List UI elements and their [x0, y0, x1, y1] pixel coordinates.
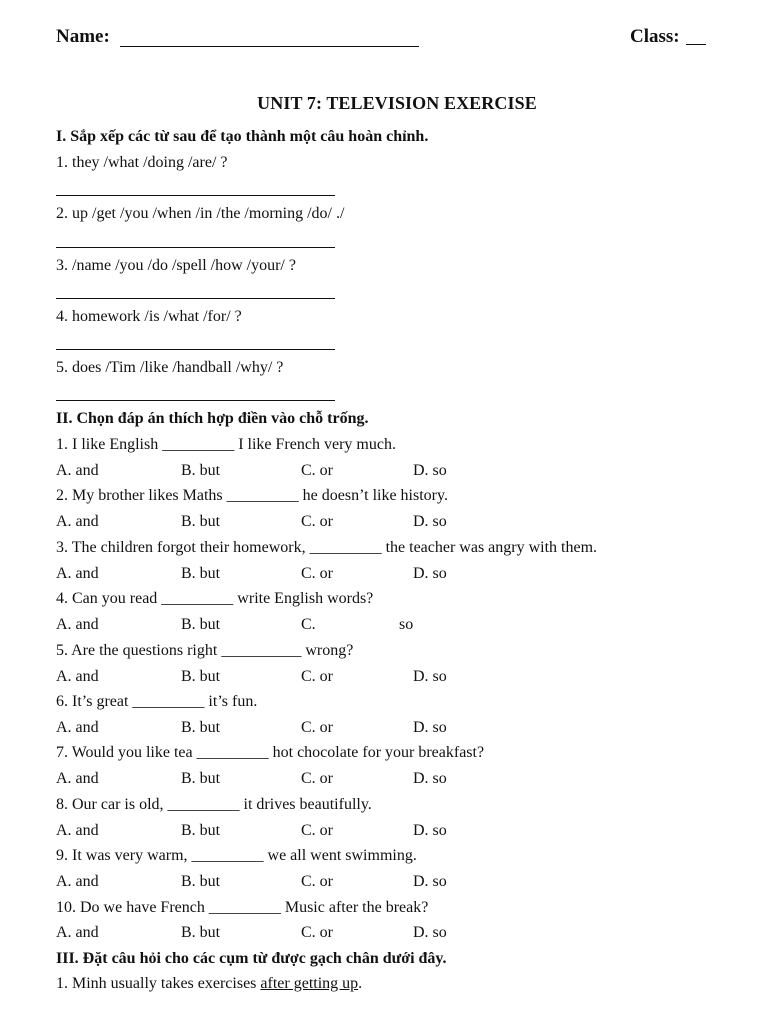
- s2-question-5: 5. Are the questions right __________ wrong?: [56, 642, 354, 659]
- q10-option-a[interactable]: A. and: [56, 924, 99, 941]
- q1-option-b[interactable]: B. but: [181, 462, 221, 479]
- s1-item-3: 3. /name /you /do /spell /how /your/ ?: [56, 257, 296, 274]
- q8-option-a[interactable]: A. and: [56, 822, 99, 839]
- name-field-line[interactable]: [120, 46, 419, 47]
- q5-option-d[interactable]: D. so: [413, 668, 447, 685]
- q6-option-d[interactable]: D. so: [413, 719, 447, 736]
- q9-option-c[interactable]: C. or: [301, 873, 333, 890]
- section2-heading: II. Chọn đáp án thích hợp điền vào chỗ trống.: [56, 410, 369, 427]
- q7-option-b[interactable]: B. but: [181, 770, 221, 787]
- q5-option-a[interactable]: A. and: [56, 668, 99, 685]
- q1-option-c[interactable]: C. or: [301, 462, 333, 479]
- class-label: Class:: [630, 26, 680, 47]
- q7-option-d[interactable]: D. so: [413, 770, 447, 787]
- s1-item-1: 1. they /what /doing /are/ ?: [56, 154, 228, 171]
- s1-answer-line-3[interactable]: [56, 298, 335, 299]
- q9-option-b[interactable]: B. but: [181, 873, 221, 890]
- s2-question-4: 4. Can you read _________ write English words?: [56, 590, 374, 607]
- s1-answer-line-4[interactable]: [56, 349, 335, 350]
- q3-option-c[interactable]: C. or: [301, 565, 333, 582]
- section1-heading: I. Sắp xếp các từ sau để tạo thành một câu hoàn chỉnh.: [56, 128, 429, 145]
- s3-item-1-underlined-phrase: after getting up: [260, 975, 359, 992]
- s3-item-1: [56, 975, 362, 993]
- s1-answer-line-5[interactable]: [56, 400, 335, 401]
- class-block: [630, 26, 706, 48]
- name-label: Name:: [56, 26, 110, 47]
- q9-option-a[interactable]: A. and: [56, 873, 99, 890]
- q4-option-a[interactable]: A. and: [56, 616, 99, 633]
- q9-option-d[interactable]: D. so: [413, 873, 447, 890]
- s3-item-1-prefix: 1. Minh usually takes exercises: [56, 975, 261, 992]
- s2-question-2: 2. My brother likes Maths _________ he doesn’t like history.: [56, 487, 448, 504]
- q8-option-c[interactable]: C. or: [301, 822, 333, 839]
- s2-question-6: 6. It’s great _________ it’s fun.: [56, 693, 258, 710]
- q2-option-b[interactable]: B. but: [181, 513, 221, 530]
- q4-option-d[interactable]: so: [399, 616, 414, 633]
- q3-option-b[interactable]: B. but: [181, 565, 221, 582]
- q8-option-d[interactable]: D. so: [413, 822, 447, 839]
- s2-question-9: 9. It was very warm, _________ we all went swimming.: [56, 847, 417, 864]
- s1-item-4: 4. homework /is /what /for/ ?: [56, 308, 242, 325]
- page-title: UNIT 7: TELEVISION EXERCISE: [257, 93, 537, 113]
- q8-option-b[interactable]: B. but: [181, 822, 221, 839]
- q1-option-d[interactable]: D. so: [413, 462, 447, 479]
- q1-option-a[interactable]: A. and: [56, 462, 99, 479]
- q2-option-d[interactable]: D. so: [413, 513, 447, 530]
- header-row: [56, 26, 712, 52]
- q4-option-b[interactable]: B. but: [181, 616, 221, 633]
- q5-option-b[interactable]: B. but: [181, 668, 221, 685]
- q2-option-c[interactable]: C. or: [301, 513, 333, 530]
- q7-option-c[interactable]: C. or: [301, 770, 333, 787]
- section3-heading: III. Đặt câu hỏi cho các cụm từ được gạch chân dưới đây.: [56, 950, 447, 967]
- s3-item-1-suffix: .: [358, 975, 363, 992]
- s2-question-7: 7. Would you like tea _________ hot chocolate for your breakfast?: [56, 744, 485, 761]
- q4-option-c[interactable]: C.: [301, 616, 316, 633]
- s1-item-2: 2. up /get /you /when /in /the /morning /do/ ./: [56, 205, 345, 222]
- class-field-line[interactable]: [686, 26, 706, 45]
- s1-answer-line-2[interactable]: [56, 247, 335, 248]
- q5-option-c[interactable]: C. or: [301, 668, 333, 685]
- q7-option-a[interactable]: A. and: [56, 770, 99, 787]
- q10-option-d[interactable]: D. so: [413, 924, 447, 941]
- q6-option-c[interactable]: C. or: [301, 719, 333, 736]
- q2-option-a[interactable]: A. and: [56, 513, 99, 530]
- s2-question-8: 8. Our car is old, _________ it drives beautifully.: [56, 796, 372, 813]
- q6-option-b[interactable]: B. but: [181, 719, 221, 736]
- q3-option-d[interactable]: D. so: [413, 565, 447, 582]
- q6-option-a[interactable]: A. and: [56, 719, 99, 736]
- q10-option-c[interactable]: C. or: [301, 924, 333, 941]
- s1-item-5: 5. does /Tim /like /handball /why/ ?: [56, 359, 284, 376]
- s1-answer-line-1[interactable]: [56, 195, 335, 196]
- q10-option-b[interactable]: B. but: [181, 924, 221, 941]
- s2-question-10: 10. Do we have French _________ Music after the break?: [56, 899, 429, 916]
- s2-question-3: 3. The children forgot their homework, _________ the teacher was angry with them.: [56, 539, 598, 556]
- s2-question-1: 1. I like English _________ I like French very much.: [56, 436, 396, 453]
- q3-option-a[interactable]: A. and: [56, 565, 99, 582]
